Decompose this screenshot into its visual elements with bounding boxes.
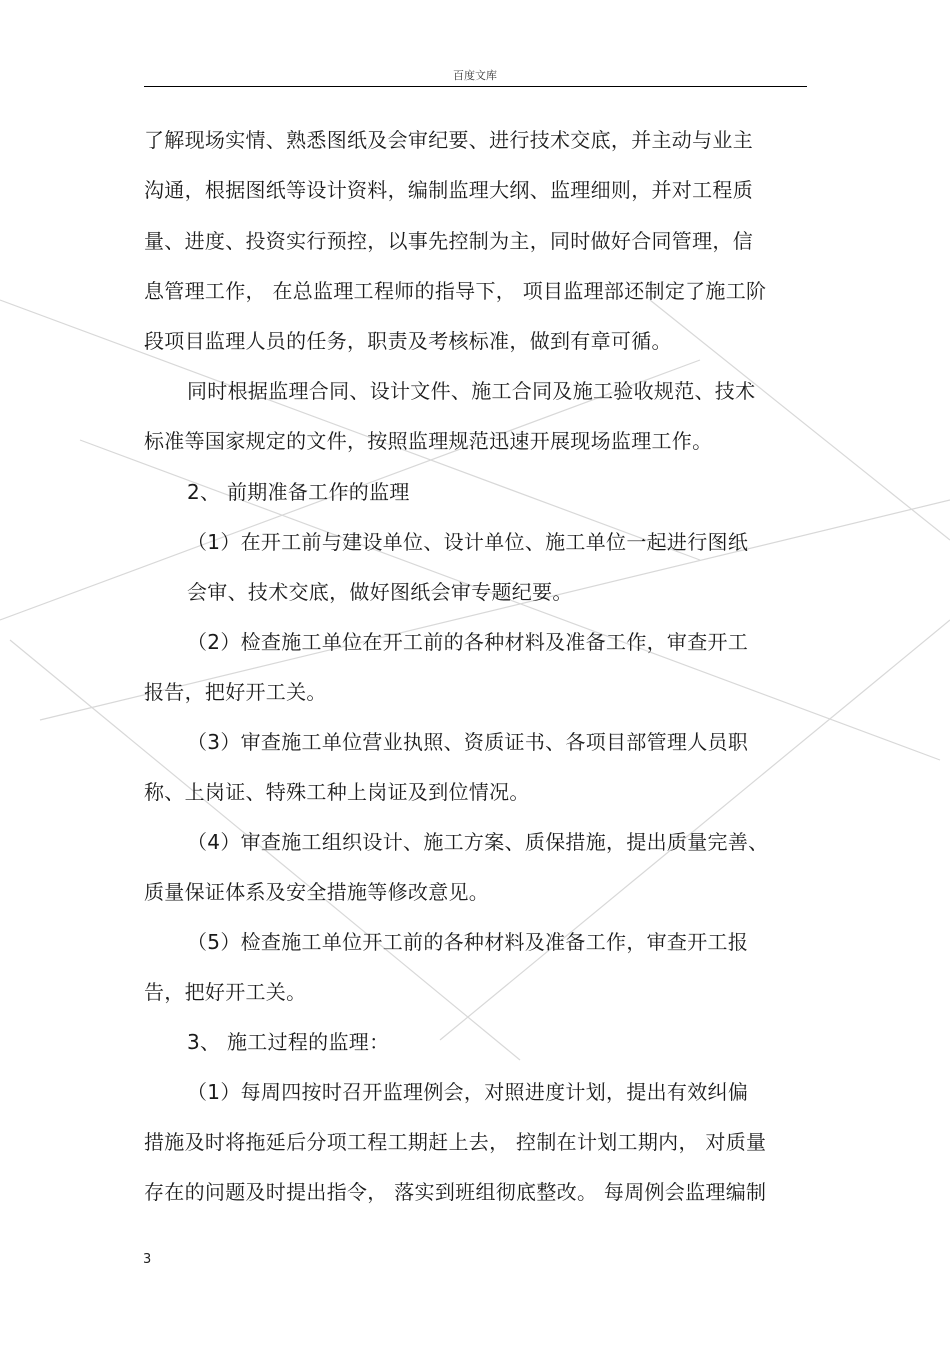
section-heading: 2、 前期准备工作的监理 [187, 480, 410, 504]
header-title: 百度文库 [453, 69, 497, 82]
paragraph-line: 了解现场实情、熟悉图纸及会审纪要、进行技术交底，并主动与业主 [144, 128, 753, 152]
paragraph-line: 息管理工作， 在总监理工程师的指导下， 项目监理部还制定了施工阶 [144, 279, 767, 303]
list-item-line: 存在的问题及时提出指令， 落实到班组彻底整改。 每周例会监理编制 [144, 1180, 767, 1204]
list-item-line: 称、上岗证、特殊工种上岗证及到位情况。 [144, 780, 530, 804]
list-item-line: （2）检查施工单位在开工前的各种材料及准备工作，审查开工 [187, 630, 749, 654]
header-divider [144, 86, 807, 87]
paragraph-line: 量、进度、投资实行预控，以事先控制为主，同时做好合同管理，信 [144, 229, 753, 253]
list-item-line: 报告，把好开工关。 [144, 680, 327, 704]
section-heading: 3、 施工过程的监理： [187, 1030, 390, 1054]
list-item-line: （5）检查施工单位开工前的各种材料及准备工作，审查开工报 [187, 930, 749, 954]
paragraph-line: 沟通，根据图纸等设计资料，编制监理大纲、监理细则，并对工程质 [144, 178, 753, 202]
list-item-line: 质量保证体系及安全措施等修改意见。 [144, 880, 490, 904]
list-item-line: （3）审查施工单位营业执照、资质证书、各项目部管理人员职 [187, 730, 749, 754]
list-item-line: 会审、技术交底，做好图纸会审专题纪要。 [187, 580, 573, 604]
paragraph-line: 同时根据监理合同、设计文件、施工合同及施工验收规范、技术 [187, 379, 756, 403]
list-item-line: （1）每周四按时召开监理例会，对照进度计划，提出有效纠偏 [187, 1080, 749, 1104]
list-item-line: 措施及时将拖延后分项工程工期赶上去， 控制在计划工期内， 对质量 [144, 1130, 767, 1154]
list-item-line: 告，把好开工关。 [144, 980, 307, 1004]
paragraph-line: 标准等国家规定的文件，按照监理规范迅速开展现场监理工作。 [144, 429, 713, 453]
list-item-line: （1）在开工前与建设单位、设计单位、施工单位一起进行图纸 [187, 530, 749, 554]
page-number: 3 [143, 1252, 152, 1267]
paragraph-line: 段项目监理人员的任务，职责及考核标准，做到有章可循。 [144, 329, 672, 353]
list-item-line: （4）审查施工组织设计、施工方案、质保措施，提出质量完善、 [187, 830, 769, 854]
